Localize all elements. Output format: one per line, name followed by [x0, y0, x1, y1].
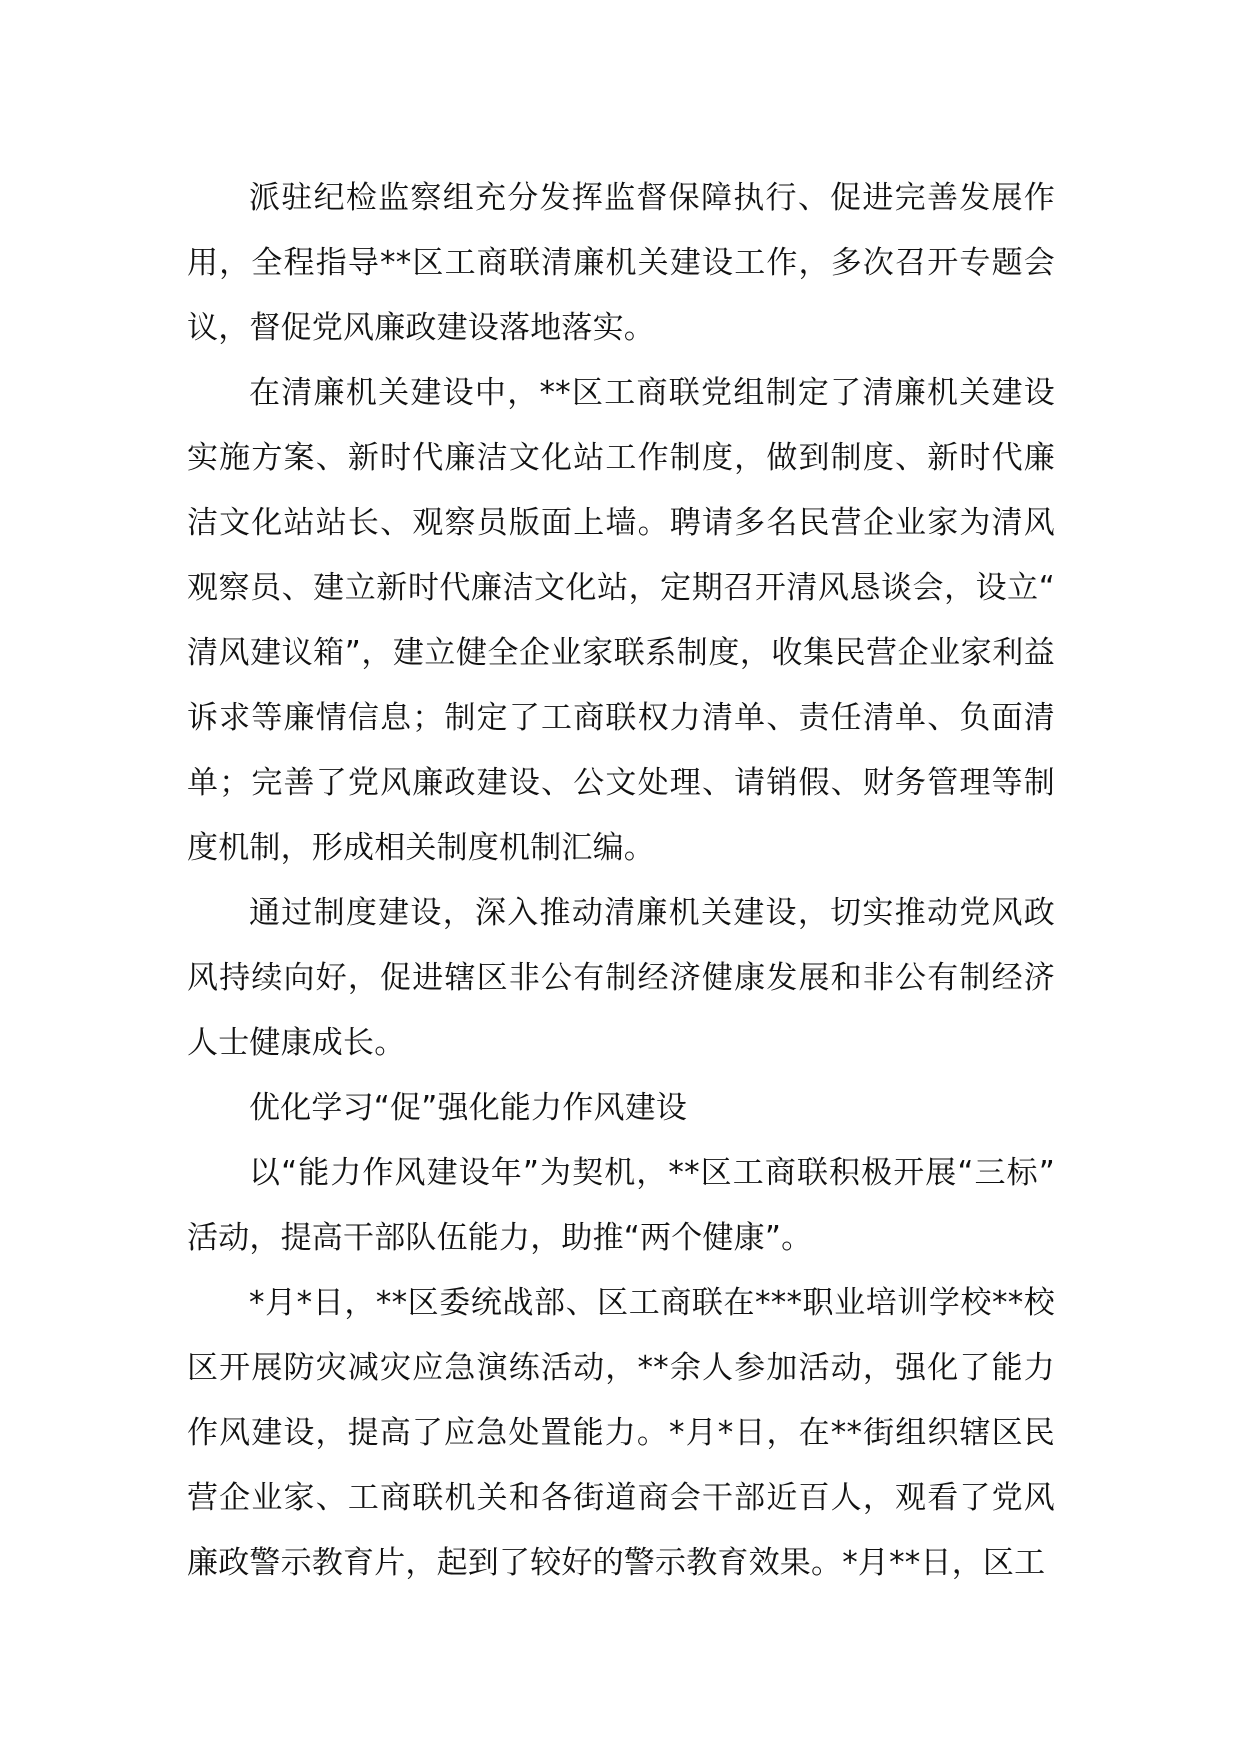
- paragraph-system-building: 通过制度建设，深入推动清廉机关建设，切实推动党风政风持续向好，促进辖区非公有制经济健康发展和非公有制经济人士健康成长。: [187, 895, 1055, 1061]
- paragraph-supervision: 派驻纪检监察组充分发挥监督保障执行、促进完善发展作用，全程指导**区工商联清廉机关建设工作，多次召开专题会议，督促党风廉政建设落地落实。: [187, 180, 1055, 346]
- document-body: [187, 166, 1055, 1596]
- paragraph-activities: *月*日，**区委统战部、区工商联在***职业培训学校**校区开展防灾减灾应急演练活动，**余人参加活动，强化了能力作风建设，提高了应急处置能力。*月*日，在**街组织辖区民营企业家、工商联机关和各街道商会干部近百人，观看了党风廉政警示教育片，起到了较好的警示教育效果。*月**日，区工: [187, 1285, 1055, 1581]
- paragraph-clean-government: 在清廉机关建设中，**区工商联党组制定了清廉机关建设实施方案、新时代廉洁文化站工作制度，做到制度、新时代廉洁文化站站长、观察员版面上墙。聘请多名民营企业家为清风观察员、建立新时代廉洁文化站，定期召开清风恳谈会，设立“清风建议箱”，建立健全企业家联系制度，收集民营企业家利益诉求等廉情信息；制定了工商联权力清单、责任清单、负面清单；完善了党风廉政建设、公文处理、请销假、财务管理等制度机制，形成相关制度机制汇编。: [187, 375, 1055, 866]
- paragraph-ability-year: 以“能力作风建设年”为契机，**区工商联积极开展“三标”活动，提高干部队伍能力，助推“两个健康”。: [187, 1155, 1055, 1256]
- section-heading: 优化学习“促”强化能力作风建设: [249, 1090, 688, 1126]
